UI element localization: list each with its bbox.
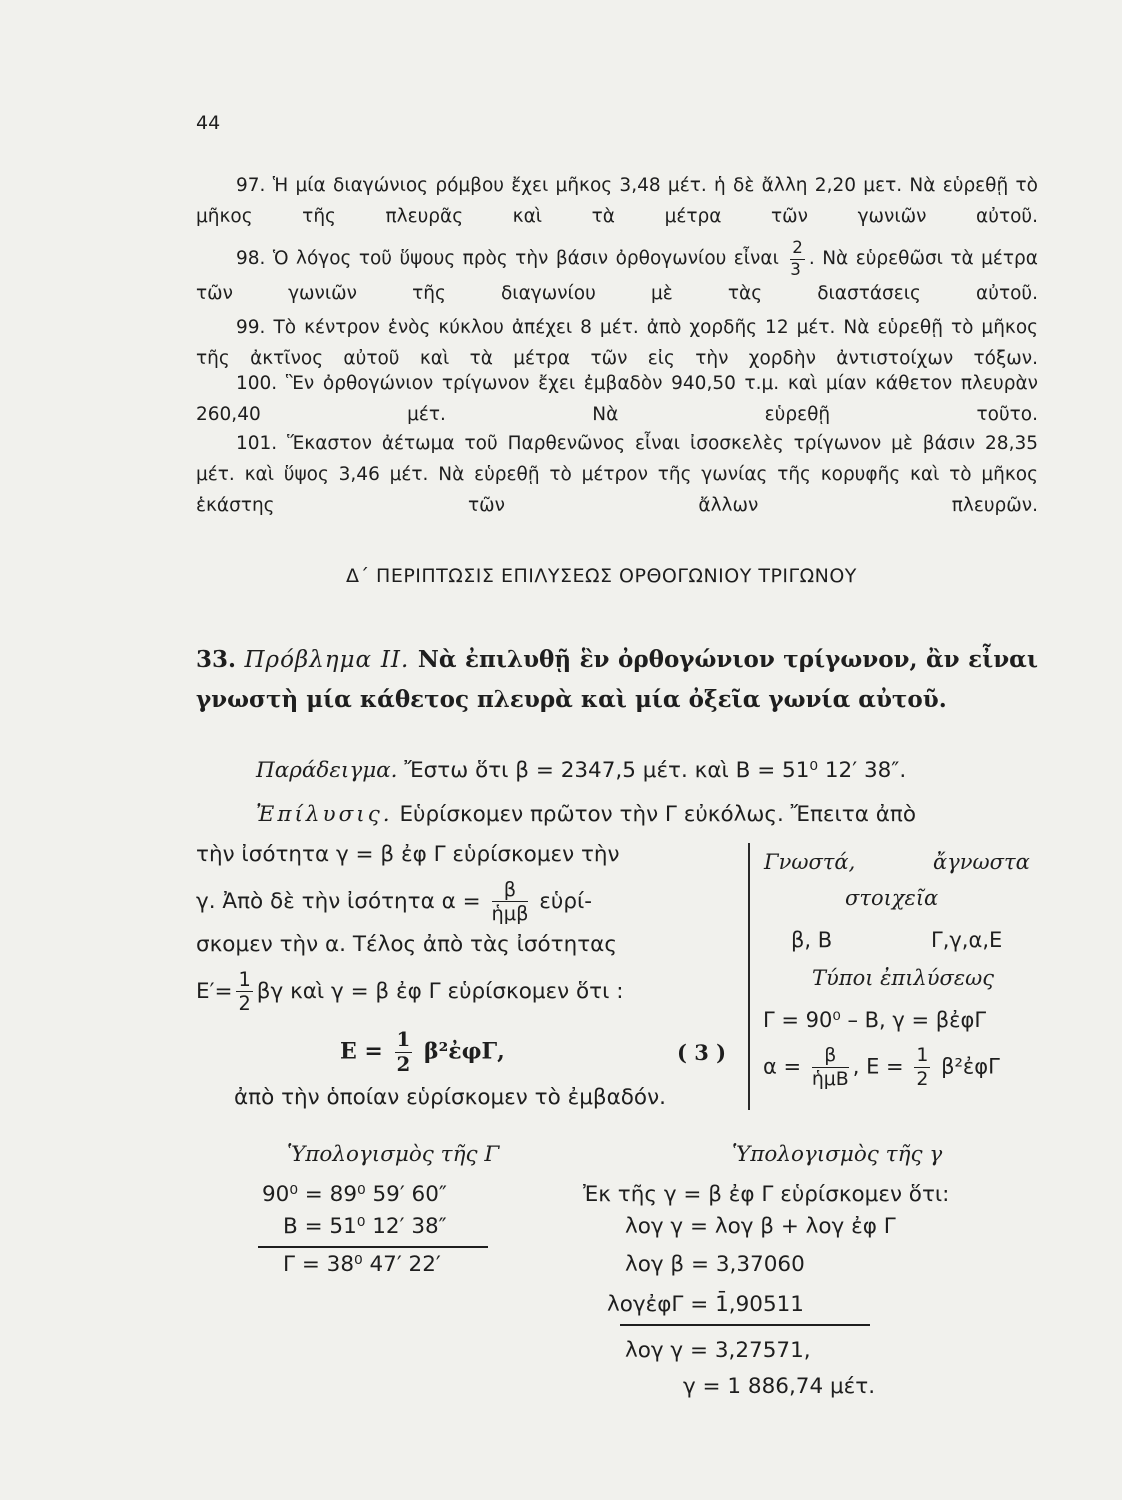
solution-text: Εὑρίσκομεν πρῶτον τὴν Γ εὐκόλως. Ἔπειτα ἀπὸ (399, 802, 917, 827)
solution-text: βγ καὶ γ = β ἐφ Γ εὑρίσκομεν ὅτι : (256, 978, 624, 1004)
fraction (492, 880, 529, 924)
formula-text: α = (763, 1054, 802, 1079)
fraction (790, 240, 805, 278)
sidebar-elements: στοιχεῖα (845, 886, 939, 910)
calc-g-row-5: λογ γ = 3,27571, (625, 1338, 811, 1363)
calc-g-title: Ὑπολογισμὸς τῆς γ (732, 1142, 943, 1167)
area-formula (340, 1027, 505, 1076)
sidebar-formula-2 (763, 1046, 1000, 1089)
exercise-97 (196, 170, 1038, 232)
sidebar-known-values: β, Β (791, 928, 833, 952)
solution-line-5 (196, 970, 623, 1014)
fraction (812, 1046, 849, 1089)
calc-G-row-1: 90⁰ = 89⁰ 59′ 60″ (262, 1182, 447, 1207)
solution-text: εὑρί- (539, 888, 593, 914)
example-label: Παράδειγμα. (256, 758, 398, 783)
fraction-denominator: 2 (238, 992, 251, 1016)
formula-tag: ( 3 ) (677, 1040, 727, 1065)
exercise-text: Ἡ μία διαγώνιος ρόμβου ἔχει μῆκος 3,48 μέτ. ἡ δὲ ἄλλη 2,20 μετ. Νὰ εὑρεθῇ τὸ μῆκος τῆς πλευρᾶς καὶ τὰ μέτρα τῶν γωνιῶν αὐτοῦ. (196, 175, 1038, 227)
calc-g-row-2: λογ γ = λογ β + λογ ἐφ Γ (625, 1214, 896, 1239)
problem-text: Νὰ ἐπιλυθῇ ἓν ὀρθογώνιον τρίγωνον, ἂν εἶναι γνωστὴ μία κάθετος πλευρὰ καὶ μία ὀξεῖα γωνία αὐτοῦ. (196, 646, 1038, 713)
sidebar-formulas-title: Τύποι ἐπιλύσεως (812, 966, 994, 990)
calc-g-row-6: γ = 1 886,74 μέτ. (683, 1374, 876, 1399)
sidebar-known: Γνωστά, (764, 850, 856, 874)
exercise-number: 100. (236, 373, 278, 394)
formula-text: β²ἐφΓ, (423, 1038, 505, 1065)
solution-line-1 (256, 802, 916, 827)
solution-label: Ἐπίλυσις. (256, 802, 393, 827)
calc-g-rule (620, 1324, 870, 1326)
formula-text: Ε = (340, 1038, 383, 1065)
fraction-numerator: 2 (790, 240, 805, 260)
solution-text: γ. Ἀπὸ δὲ τὴν ἰσότητα α = (196, 888, 481, 914)
exercise-text: Ἓν ὀρθογώνιον τρίγωνον ἔχει ἐμβαδὸν 940,50 τ.μ. καὶ μίαν κάθετον πλευρὰν 260,40 μέτ. Νὰ εὑρεθῇ τοῦτο. (196, 373, 1038, 425)
calc-g-row-3: λογ β = 3,37060 (625, 1252, 805, 1277)
sidebar-unknown-values: Γ,γ,α,Ε (931, 928, 1003, 952)
vertical-divider (748, 843, 750, 1110)
example-text: Ἔστω ὅτι β = 2347,5 μέτ. καὶ Β = 51⁰ 12′ 38″. (404, 758, 907, 783)
exercise-98 (196, 240, 1038, 309)
fraction-numerator: β (492, 880, 529, 902)
solution-line-2: τὴν ἰσότητα γ = β ἐφ Γ εὑρίσκομεν τὴν (196, 842, 620, 867)
section-title: Δ΄ ΠΕΡΙΠΤΩΣΙΣ ΕΠΙΛΥΣΕΩΣ ΟΡΘΟΓΩΝΙΟΥ ΤΡΙΓΩΝΟΥ (346, 565, 857, 587)
exercise-number: 101. (236, 433, 278, 454)
exercise-text-after: . Νὰ εὑρεθῶσι τὰ μέτρα τῶν γωνιῶν τῆς διαγωνίου μὲ τὰς διαστάσεις αὐτοῦ. (196, 248, 1038, 305)
fraction-denominator: 3 (790, 259, 801, 279)
fraction (395, 1027, 413, 1076)
fraction-denominator: ἡμβ (491, 902, 529, 926)
solution-text: Ε′= (196, 978, 233, 1004)
formula-text: , Ε = (852, 1054, 904, 1079)
fraction-numerator: β (812, 1046, 849, 1068)
exercise-101 (196, 428, 1038, 521)
calc-g-row-4: λογἐφΓ = 1̄,90511 (607, 1292, 804, 1317)
exercise-text: Ἕκαστον ἀέτωμα τοῦ Παρθενῶνος εἶναι ἰσοσκελὲς τρίγωνον μὲ βάσιν 28,35 μέτ. καὶ ὕψος 3,46 μέτ. Νὰ εὑρεθῇ τὸ μέτρον τῆς γωνίας τῆς κορυφῆς καὶ τὸ μῆκος ἑκάστης τῶν ἄλλων πλευρῶν. (196, 433, 1038, 516)
calc-G-row-3: Γ = 38⁰ 47′ 22′ (283, 1252, 441, 1277)
exercise-99 (196, 312, 1038, 374)
exercise-number: 97. (236, 175, 266, 196)
exercise-100 (196, 368, 1038, 430)
sidebar-unknown: ἄγνωστα (933, 850, 1030, 874)
solution-line-3 (196, 880, 592, 924)
calc-g-row-1: Ἐκ τῆς γ = β ἐφ Γ εὑρίσκομεν ὅτι: (583, 1182, 950, 1207)
fraction-numerator: 1 (238, 968, 251, 991)
fraction-denominator: ἡμΒ (811, 1067, 849, 1090)
exercise-text: Τὸ κέντρον ἑνὸς κύκλου ἀπέχει 8 μέτ. ἀπὸ χορδῆς 12 μέτ. Νὰ εὑρεθῇ τὸ μῆκος τῆς ἀκτῖνος αὐτοῦ καὶ τὰ μέτρα τῶν εἰς τὴν χορδὴν ἀντιστοίχων τόξων. (196, 317, 1038, 369)
formula-text: β²ἐφΓ (941, 1054, 1000, 1079)
exercise-number: 98. (236, 248, 266, 270)
fraction-denominator: 2 (916, 1067, 929, 1090)
page-number: 44 (196, 112, 221, 134)
sidebar-formula-1: Γ = 90⁰ – Β, γ = βἐφΓ (763, 1008, 987, 1032)
exercise-text-before: Ὁ λόγος τοῦ ὕψους πρὸς τὴν βάσιν ὀρθογωνίου εἶναι (272, 248, 779, 270)
calc-G-rule (258, 1246, 488, 1248)
solution-line-6: ἀπὸ τὴν ὁποίαν εὑρίσκομεν τὸ ἐμβαδόν. (234, 1085, 666, 1110)
fraction (236, 970, 252, 1014)
fraction-numerator: 1 (396, 1027, 411, 1051)
problem-statement (196, 640, 1038, 720)
fraction-numerator: 1 (916, 1044, 929, 1066)
problem-label: Πρόβλημα ΙΙ. (244, 647, 410, 673)
calc-G-row-2: Β = 51⁰ 12′ 38″ (283, 1214, 447, 1239)
exercise-number: 99. (236, 317, 266, 338)
fraction (914, 1046, 930, 1089)
solution-line-4: σκομεν τὴν α. Τέλος ἀπὸ τὰς ἰσότητας (196, 932, 617, 957)
fraction-denominator: 2 (396, 1051, 411, 1076)
problem-number: 33. (196, 646, 237, 673)
example-line (256, 758, 906, 783)
calc-G-title: Ὑπολογισμὸς τῆς Γ (287, 1142, 500, 1167)
